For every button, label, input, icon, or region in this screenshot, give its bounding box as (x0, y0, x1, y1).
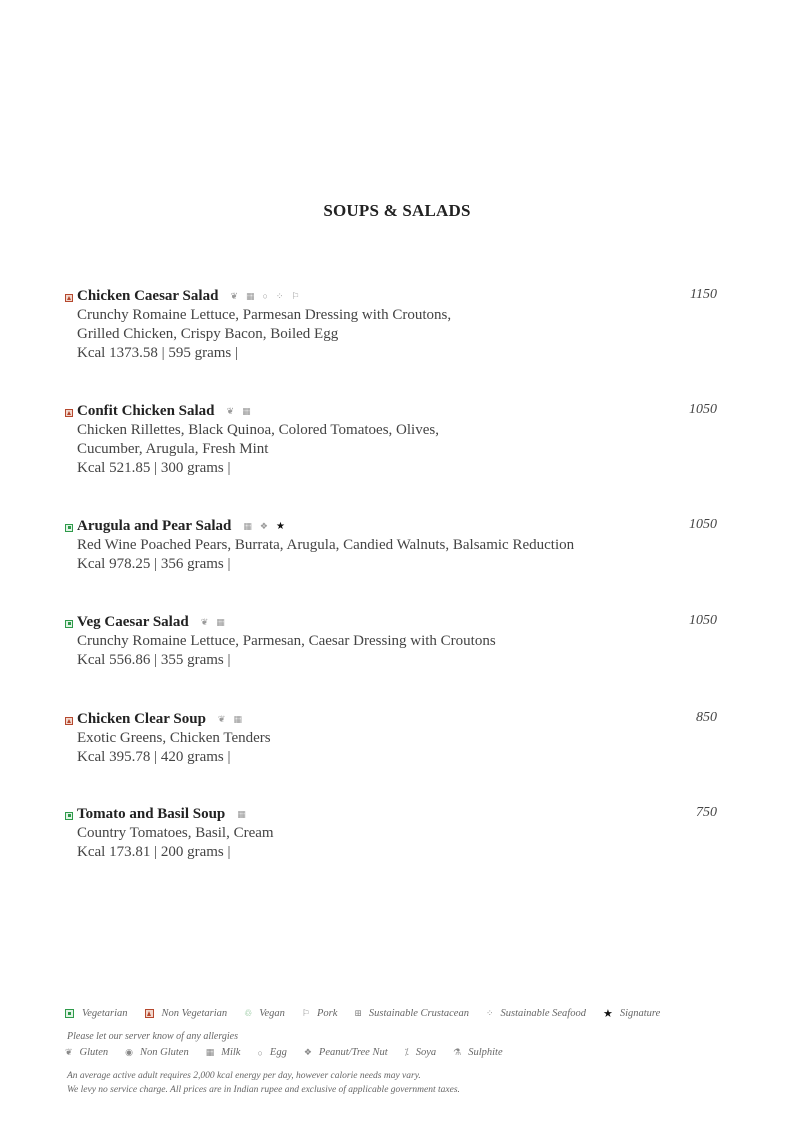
item-price: 750 (696, 805, 717, 820)
legend-label: Milk (221, 1047, 241, 1058)
egg-icon: ○ (257, 1047, 263, 1058)
legend-egg (257, 1047, 286, 1058)
item-name: Confit Chicken Salad (77, 403, 215, 419)
seafood-icon: ⁘ (485, 1008, 494, 1018)
vegan-icon: ♲ (244, 1008, 253, 1018)
milk-icon: ▦ (245, 291, 255, 301)
legend-crustacean (354, 1008, 469, 1019)
item-description (77, 421, 717, 478)
milk-icon: ▦ (242, 406, 251, 416)
description-line: Crunchy Romaine Lettuce, Parmesan, Caesar Dressing with Croutons (77, 633, 496, 649)
non-vegetarian-icon (65, 294, 73, 302)
item-description (77, 306, 717, 363)
vegetarian-icon (65, 524, 73, 532)
soya-icon: ⁒ (404, 1047, 409, 1057)
menu-item (65, 517, 717, 574)
legend-label: Signature (619, 1008, 661, 1019)
legend-label: Egg (269, 1047, 287, 1058)
item-price: 850 (696, 710, 717, 725)
crustacean-icon: ⊞ (354, 1008, 362, 1018)
menu-item (65, 402, 717, 478)
seafood-icon: ⁘ (275, 291, 284, 301)
item-name: Tomato and Basil Soup (77, 806, 226, 822)
legend-label: Vegetarian (82, 1008, 128, 1019)
gluten-icon: ❦ (200, 617, 209, 627)
menu-item (65, 287, 717, 363)
page-title: SOUPS & SALADS (323, 201, 471, 220)
item-price: 1050 (689, 517, 717, 532)
milk-icon: ▦ (205, 1047, 215, 1057)
description-line: Chicken Rillettes, Black Quinoa, Colored Tomatoes, Olives, (77, 422, 439, 438)
description-line: Grilled Chicken, Crispy Bacon, Boiled Egg (77, 326, 339, 342)
non-vegetarian-icon (65, 409, 73, 417)
legend-seafood (486, 1008, 586, 1019)
legend-label: Sustainable Crustacean (368, 1008, 469, 1019)
allergen-legend (65, 1047, 520, 1058)
non-gluten-icon: ◉ (125, 1047, 133, 1057)
legend-label: Soya (415, 1047, 437, 1058)
legend-vegan (244, 1008, 285, 1019)
signature-star-icon: ★ (275, 520, 285, 532)
item-name: Chicken Caesar Salad (77, 288, 219, 304)
diet-legend (65, 1007, 677, 1020)
item-name: Veg Caesar Salad (77, 614, 189, 630)
legend-label: Non Gluten (139, 1047, 189, 1058)
legend-pork (302, 1008, 338, 1019)
vegetarian-icon (65, 1009, 74, 1018)
description-line: Country Tomatoes, Basil, Cream (77, 825, 274, 841)
item-nutrition: Kcal 521.85 | 300 grams | (77, 460, 231, 476)
item-name: Arugula and Pear Salad (77, 518, 232, 534)
milk-icon: ▦ (237, 809, 246, 819)
gluten-icon: ❦ (230, 291, 238, 301)
legend-label: Peanut/Tree Nut (318, 1047, 388, 1058)
pork-icon: ⚐ (291, 291, 300, 301)
menu-item (65, 805, 717, 862)
item-nutrition: Kcal 556.86 | 355 grams | (77, 652, 231, 668)
peanut-tree-nut-icon: ❖ (303, 1047, 312, 1057)
item-nutrition: Kcal 1373.58 | 595 grams | (77, 345, 238, 361)
item-nutrition: Kcal 173.81 | 200 grams | (77, 844, 231, 860)
legend-peanut (304, 1047, 388, 1058)
legend-label: Gluten (79, 1047, 109, 1058)
item-description (77, 536, 717, 574)
description-line: Crunchy Romaine Lettuce, Parmesan Dressing with Croutons, (77, 307, 452, 323)
item-price: 1050 (689, 613, 717, 628)
legend-non-gluten (125, 1047, 189, 1058)
legend-non-vegetarian (145, 1008, 228, 1019)
item-description (77, 824, 717, 862)
legend-label: Sustainable Seafood (500, 1008, 586, 1019)
legend-sulphite (453, 1047, 503, 1058)
milk-icon: ▦ (233, 714, 242, 724)
allergy-note: Please let our server know of any allergies (67, 1031, 238, 1042)
gluten-icon: ❦ (226, 406, 235, 416)
vegetarian-icon (65, 812, 73, 820)
vegetarian-icon (65, 620, 73, 628)
footer-notes (67, 1069, 460, 1097)
calorie-note: An average active adult requires 2,000 kcal energy per day, however calorie needs may vary. (67, 1071, 421, 1081)
legend-label: Pork (316, 1008, 338, 1019)
item-nutrition: Kcal 978.25 | 356 grams | (77, 556, 231, 572)
item-price: 1150 (690, 287, 717, 302)
pricing-note: We levy no service charge. All prices are in Indian rupee and exclusive of applicable government taxes. (67, 1085, 460, 1095)
menu-item (65, 613, 717, 670)
gluten-icon: ❦ (65, 1047, 73, 1057)
legend-label: Vegan (259, 1008, 285, 1019)
egg-icon: ○ (262, 291, 268, 301)
milk-icon: ▦ (216, 617, 225, 627)
non-vegetarian-icon (65, 717, 73, 725)
milk-icon: ▦ (243, 521, 252, 531)
legend-gluten (65, 1047, 108, 1058)
item-name: Chicken Clear Soup (77, 711, 206, 727)
item-description (77, 632, 717, 670)
menu-item (65, 710, 717, 767)
item-nutrition: Kcal 395.78 | 420 grams | (77, 749, 231, 765)
signature-star-icon: ★ (602, 1008, 613, 1020)
description-line: Red Wine Poached Pears, Burrata, Arugula, Candied Walnuts, Balsamic Reduction (77, 537, 575, 553)
legend-soya (405, 1047, 436, 1058)
legend-milk (206, 1047, 241, 1058)
pork-icon: ⚐ (301, 1008, 310, 1018)
legend-label: Sulphite (468, 1047, 503, 1058)
description-line: Cucumber, Arugula, Fresh Mint (77, 441, 269, 457)
sulphite-icon: ⚗ (453, 1047, 462, 1057)
legend-signature (603, 1007, 660, 1020)
non-vegetarian-icon (145, 1009, 154, 1018)
item-description (77, 729, 717, 767)
legend-label: Non Vegetarian (161, 1008, 228, 1019)
description-line: Exotic Greens, Chicken Tenders (77, 730, 271, 746)
item-price: 1050 (689, 402, 717, 417)
peanut-tree-nut-icon: ❖ (259, 521, 268, 531)
legend-vegetarian (65, 1008, 128, 1019)
gluten-icon: ❦ (217, 714, 226, 724)
